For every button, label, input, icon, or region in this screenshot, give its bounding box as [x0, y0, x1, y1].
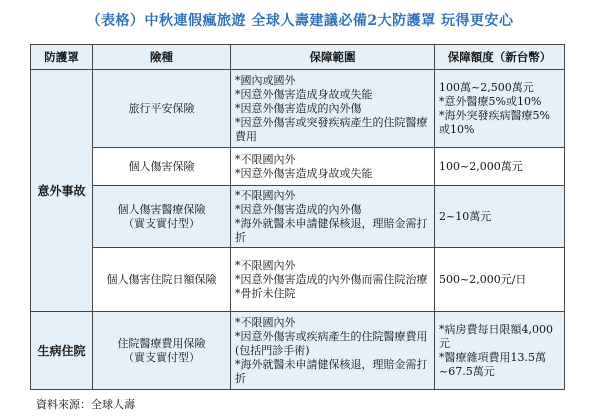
- amount-text: 100萬~2,500萬元: [439, 80, 534, 94]
- insurance-type-cell: [93, 186, 231, 248]
- insurance-type-text: 住院醫療費用保險: [117, 336, 206, 350]
- coverage-text: *海外就醫未申請健保核退，理賠金需打折: [235, 357, 428, 385]
- header-insurance-type: 險種: [93, 45, 231, 70]
- category-illness: 生病住院: [31, 312, 93, 390]
- coverage-text: *海外就醫未申請健保核退，理賠金需打折: [235, 216, 428, 244]
- insurance-type-text: （實支實付型）: [123, 216, 200, 230]
- amount-text: *醫療雜項費用13.5萬~67.5萬元: [439, 350, 546, 378]
- coverage-text: *因意外傷害造成身故或失能: [235, 166, 373, 180]
- coverage-text: *國內或國外: [235, 73, 296, 87]
- insurance-table: [30, 44, 565, 390]
- header-row: [31, 45, 565, 70]
- insurance-type-cell: [93, 248, 231, 312]
- coverage-text: *因意外傷害或突發疾病產生的住院醫療費用: [235, 115, 428, 143]
- coverage-text: *不限國內外: [235, 152, 296, 166]
- amount-cell: [435, 186, 565, 248]
- coverage-cell: [231, 312, 435, 390]
- amount-text: 500~2,000元/日: [439, 272, 527, 286]
- insurance-type-text: 旅行平安保險: [128, 101, 195, 115]
- coverage-cell: [231, 70, 435, 148]
- coverage-text: *不限國內外: [235, 315, 296, 329]
- amount-text: *意外醫療5%或10%: [439, 94, 542, 108]
- insurance-type-text: 個人傷害醫療保險: [117, 202, 206, 216]
- table-row: [31, 248, 565, 312]
- insurance-type-cell: [93, 148, 231, 186]
- amount-text: *海外突發疾病醫療5%或10%: [439, 108, 550, 136]
- amount-cell: [435, 248, 565, 312]
- table-row: [31, 70, 565, 148]
- insurance-type-text: 個人傷害保險: [128, 159, 195, 173]
- category-accident: 意外事故: [31, 70, 93, 312]
- coverage-text: *不限國內外: [235, 258, 296, 272]
- amount-text: 100~2,000萬元: [439, 159, 523, 173]
- coverage-cell: [231, 148, 435, 186]
- coverage-text: *因意外傷害造成的內外傷: [235, 202, 362, 216]
- coverage-cell: [231, 186, 435, 248]
- coverage-text: *因意外傷害或疾病產生的住院醫療費用(包括門診手術): [235, 329, 428, 357]
- coverage-cell: [231, 248, 435, 312]
- header-shield: 防護罩: [31, 45, 93, 70]
- coverage-text: *因意外傷害造成的內外傷: [235, 101, 362, 115]
- source-note: 資料來源：全球人壽: [36, 398, 135, 411]
- insurance-type-cell: [93, 312, 231, 390]
- coverage-text: *骨折未住院: [235, 286, 296, 300]
- insurance-type-text: 個人傷害住院日額保險: [106, 272, 217, 286]
- amount-cell: [435, 148, 565, 186]
- coverage-text: *不限國內外: [235, 188, 296, 202]
- table-row: [31, 186, 565, 248]
- coverage-text: *因意外傷害造成身故或失能: [235, 87, 373, 101]
- table-row: [31, 312, 565, 390]
- header-amount: 保障額度（新台幣）: [435, 45, 565, 70]
- header-coverage: 保障範圍: [231, 45, 435, 70]
- amount-cell: [435, 70, 565, 148]
- amount-text: *病房費每日限額4,000元: [439, 322, 553, 350]
- page-title: （表格）中秋連假瘋旅遊 全球人壽建議必備2大防護罩 玩得更安心: [86, 13, 514, 29]
- insurance-type-text: （實支實付型）: [123, 350, 200, 364]
- amount-cell: [435, 312, 565, 390]
- amount-text: 2~10萬元: [439, 209, 492, 223]
- insurance-type-cell: [93, 70, 231, 148]
- table-row: [31, 148, 565, 186]
- coverage-text: *因意外傷害造成的內外傷而需住院治療: [235, 272, 428, 286]
